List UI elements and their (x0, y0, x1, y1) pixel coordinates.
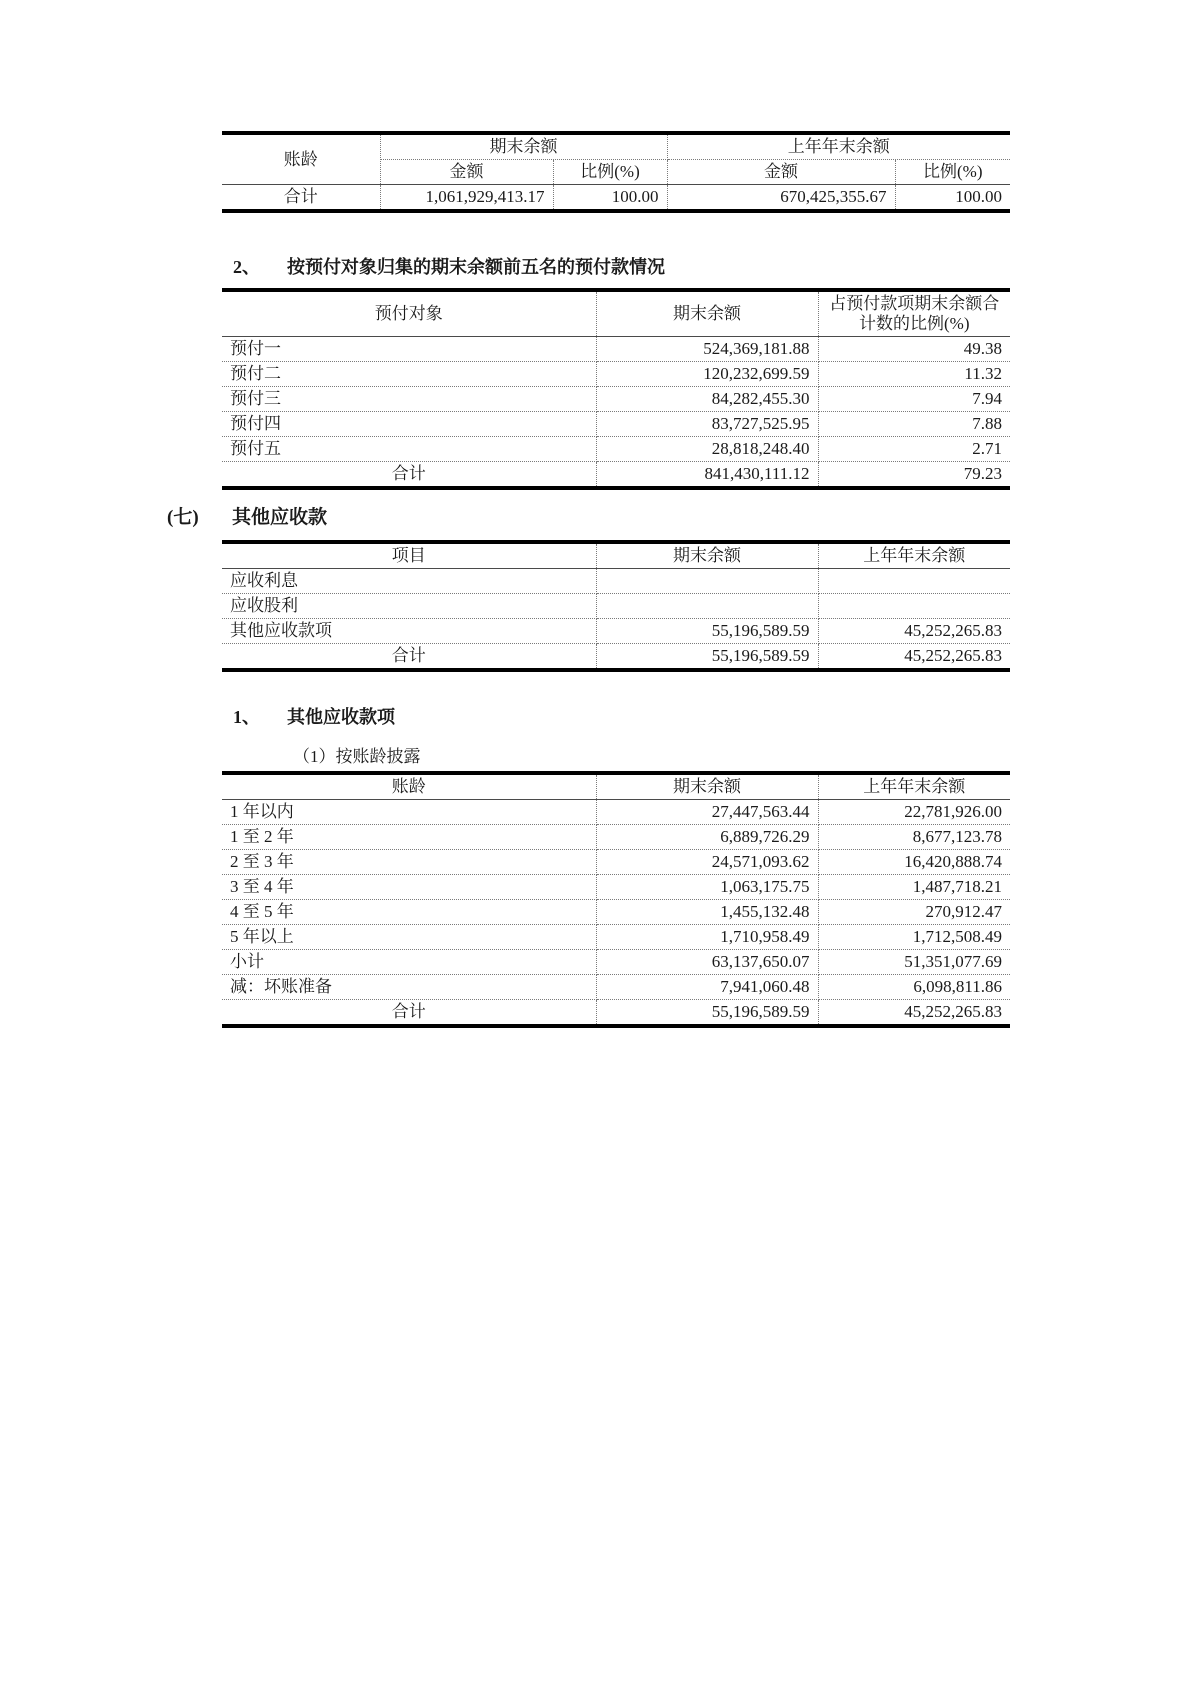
row-value: 55,196,589.59 (596, 619, 818, 644)
row-value: 55,196,589.59 (596, 644, 818, 671)
table-row (222, 925, 1010, 950)
table-header (222, 133, 1010, 185)
heading-text: 其他应收款 (232, 507, 328, 528)
table-row (222, 875, 1010, 900)
row-value: 24,571,093.62 (596, 850, 818, 875)
row-label: 合计 (222, 462, 596, 489)
row-value: 45,252,265.83 (818, 1000, 1010, 1027)
table-body (222, 569, 1010, 671)
table-row (222, 569, 1010, 594)
row-label: 合计 (222, 1000, 596, 1027)
row-value: 51,351,077.69 (818, 950, 1010, 975)
table-row (222, 412, 1010, 437)
row-value: 1,061,929,413.17 (380, 185, 553, 212)
row-value: 63,137,650.07 (596, 950, 818, 975)
row-value (818, 569, 1010, 594)
table-body (222, 337, 1010, 489)
row-label: 其他应收款项 (222, 619, 596, 644)
row-value: 11.32 (818, 362, 1010, 387)
row-label: 4 至 5 年 (222, 900, 596, 925)
row-value: 84,282,455.30 (596, 387, 818, 412)
row-value (818, 594, 1010, 619)
row-value: 27,447,563.44 (596, 800, 818, 825)
heading-text: （1）按账龄披露 (293, 747, 421, 766)
subsection-heading-aging-disclosure (293, 746, 421, 768)
row-value: 7,941,060.48 (596, 975, 818, 1000)
table-header (222, 290, 1010, 337)
heading-text: 其他应收款项 (287, 707, 395, 727)
table-row (222, 185, 1010, 212)
row-value: 8,677,123.78 (818, 825, 1010, 850)
table-row (222, 800, 1010, 825)
row-label: 预付五 (222, 437, 596, 462)
heading-number: 1、 (233, 707, 260, 727)
section-heading-top5-prepayments (233, 255, 665, 279)
row-label: 2 至 3 年 (222, 850, 596, 875)
row-value (596, 594, 818, 619)
row-label: 应收股利 (222, 594, 596, 619)
aging-total-table (222, 131, 1010, 213)
row-label: 5 年以上 (222, 925, 596, 950)
table-row (222, 950, 1010, 975)
row-value: 55,196,589.59 (596, 1000, 818, 1027)
table-row (222, 644, 1010, 671)
column-header: 期末余额 (596, 290, 818, 337)
column-header: 上年年末余额 (667, 133, 1010, 160)
table-row (222, 362, 1010, 387)
table-row (222, 437, 1010, 462)
table-row (222, 975, 1010, 1000)
row-value: 83,727,525.95 (596, 412, 818, 437)
column-header: 期末余额 (380, 133, 667, 160)
table-row (222, 337, 1010, 362)
table-row (222, 619, 1010, 644)
row-value: 22,781,926.00 (818, 800, 1010, 825)
top5-prepayments-table (222, 288, 1010, 490)
table-row (222, 1000, 1010, 1027)
row-label: 预付四 (222, 412, 596, 437)
row-value: 7.94 (818, 387, 1010, 412)
column-header: 期末余额 (596, 542, 818, 569)
row-label: 预付三 (222, 387, 596, 412)
row-value: 1,712,508.49 (818, 925, 1010, 950)
row-value: 7.88 (818, 412, 1010, 437)
row-value: 670,425,355.67 (667, 185, 895, 212)
table-row (222, 850, 1010, 875)
row-value: 6,889,726.29 (596, 825, 818, 850)
heading-text: 按预付对象归集的期末余额前五名的预付款情况 (287, 257, 665, 277)
table-header (222, 542, 1010, 569)
column-header: 账龄 (222, 773, 596, 800)
row-label: 减：坏账准备 (222, 975, 596, 1000)
column-header: 预付对象 (222, 290, 596, 337)
row-value: 6,098,811.86 (818, 975, 1010, 1000)
column-subheader: 比例(%) (553, 160, 667, 185)
table-row (222, 900, 1010, 925)
row-value: 1,063,175.75 (596, 875, 818, 900)
row-value: 49.38 (818, 337, 1010, 362)
other-receivables-table (222, 540, 1010, 672)
row-value: 270,912.47 (818, 900, 1010, 925)
row-label: 预付二 (222, 362, 596, 387)
row-value: 79.23 (818, 462, 1010, 489)
row-value: 100.00 (553, 185, 667, 212)
row-value: 45,252,265.83 (818, 619, 1010, 644)
table-row (222, 825, 1010, 850)
row-value: 1,710,958.49 (596, 925, 818, 950)
section-heading-other-receivable-items (233, 705, 395, 729)
column-header: 上年年末余额 (818, 542, 1010, 569)
table-body (222, 185, 1010, 212)
row-value: 100.00 (895, 185, 1010, 212)
row-label: 合计 (222, 185, 380, 212)
column-subheader: 比例(%) (895, 160, 1010, 185)
row-label: 1 年以内 (222, 800, 596, 825)
column-header: 占预付款项期末余额合计数的比例(%) (818, 290, 1010, 337)
row-value: 841,430,111.12 (596, 462, 818, 489)
section-heading-other-receivables (167, 506, 327, 530)
column-header: 项目 (222, 542, 596, 569)
heading-number: (七) (167, 507, 199, 528)
heading-number: 2、 (233, 257, 260, 277)
column-header: 上年年末余额 (818, 773, 1010, 800)
table-body (222, 800, 1010, 1027)
table-row (222, 594, 1010, 619)
row-value: 45,252,265.83 (818, 644, 1010, 671)
column-header: 期末余额 (596, 773, 818, 800)
row-value: 28,818,248.40 (596, 437, 818, 462)
row-value (596, 569, 818, 594)
row-value: 16,420,888.74 (818, 850, 1010, 875)
row-value: 1,455,132.48 (596, 900, 818, 925)
row-value: 524,369,181.88 (596, 337, 818, 362)
row-label: 合计 (222, 644, 596, 671)
row-value: 1,487,718.21 (818, 875, 1010, 900)
row-value: 120,232,699.59 (596, 362, 818, 387)
table-row (222, 462, 1010, 489)
row-label: 应收利息 (222, 569, 596, 594)
row-label: 3 至 4 年 (222, 875, 596, 900)
aging-disclosure-table (222, 771, 1010, 1028)
table-header (222, 773, 1010, 800)
row-label: 小计 (222, 950, 596, 975)
column-header: 账龄 (222, 133, 380, 185)
table-row (222, 387, 1010, 412)
row-label: 预付一 (222, 337, 596, 362)
column-subheader: 金额 (667, 160, 895, 185)
column-subheader: 金额 (380, 160, 553, 185)
row-label: 1 至 2 年 (222, 825, 596, 850)
row-value: 2.71 (818, 437, 1010, 462)
